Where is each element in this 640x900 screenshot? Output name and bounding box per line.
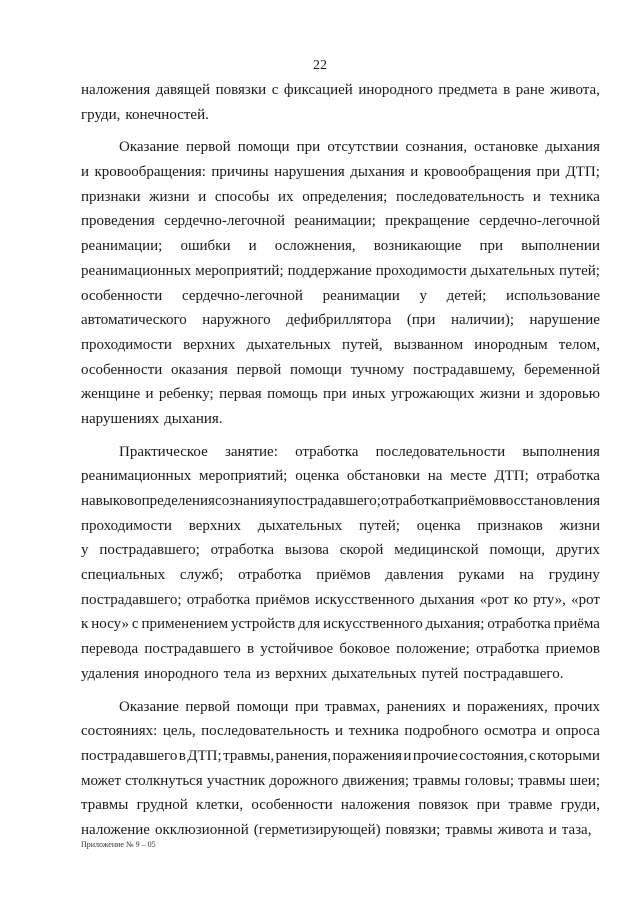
text-line: может столкнуться участник дорожного движения; травмы головы; травмы шеи; [81, 772, 600, 789]
text-line: удаления инородного тела из верхних дыхательных путей пострадавшего. [81, 665, 564, 682]
text-line: реанимационных мероприятий; оценка обстановки на месте ДТП; отработка [81, 468, 600, 485]
text-line: травмы грудной клетки, особенности наложения повязок при травме груди, [81, 797, 600, 814]
text-line: признаки жизни и способы их определения; последовательность и техника [81, 188, 600, 205]
page-number: 22 [313, 58, 327, 73]
text-line: у пострадавшего; отработка вызова скорой медицинской помощи, других [81, 542, 600, 559]
text-line: Практическое занятие: отработка последовательности выполнения [119, 443, 600, 460]
text-line: нарушениях дыхания. [81, 410, 223, 427]
text-line: состояниях: цель, последовательность и техника подробного осмотра и опроса [81, 723, 600, 740]
text-line: к носу» с применением устройств для искусственного дыхания; отработка приёма [81, 616, 600, 633]
text-line: Оказание первой помощи при отсутствии сознания, остановке дыхания [119, 139, 600, 156]
text-line: особенности сердечно-легочной реанимации у детей; использование [81, 287, 600, 304]
text-line: наложения давящей повязки с фиксацией инородного предмета в ране живота, [81, 82, 600, 98]
text-line: особенности оказания первой помощи тучному пострадавшему, беременной [81, 361, 600, 378]
text-line: пострадавшего; отработка приёмов искусственного дыхания «рот ко рту», «рот [81, 591, 600, 608]
paragraph [81, 135, 600, 431]
paragraph [81, 440, 600, 687]
text-line: и кровообращения: причины нарушения дыхания и кровообращения при ДТП; [81, 164, 600, 181]
text-line: перевода пострадавшего в устойчивое боковое положение; отработка приемов [81, 641, 600, 658]
text-line: навыков определения сознания у пострадавшего; отработка приёмов восстановления [81, 493, 600, 509]
body-text [81, 78, 600, 843]
text-line: груди, конечностей. [81, 106, 209, 123]
text-line: проходимости верхних дыхательных путей, вызванном инородным телом, [81, 336, 600, 353]
text-line: специальных служб; отработка приёмов давления руками на грудину [81, 567, 600, 584]
text-line: реанимационных мероприятий; поддержание проходимости дыхательных путей; [81, 262, 600, 279]
footer-note: Приложение № 9 – 05 [81, 840, 156, 849]
text-line: проходимости верхних дыхательных путей; оценка признаков жизни [81, 517, 600, 534]
paragraph [81, 695, 600, 843]
paragraph [81, 78, 600, 127]
text-line: пострадавшего в ДТП; травмы, ранения, поражения и прочие состояния, с которыми [81, 747, 600, 764]
text-line: реанимации; ошибки и осложнения, возникающие при выполнении [81, 238, 600, 255]
text-line: автоматического наружного дефибриллятора (при наличии); нарушение [81, 312, 600, 329]
text-line: проведения сердечно-легочной реанимации; прекращение сердечно-легочной [81, 213, 600, 230]
text-line: женщине и ребенку; первая помощь при иных угрожающих жизни и здоровью [81, 386, 600, 403]
text-line: наложение окклюзионной (герметизирующей) повязки; травмы живота и таза, [81, 821, 592, 838]
text-line: Оказание первой помощи при травмах, ранениях и поражениях, прочих [119, 698, 600, 715]
